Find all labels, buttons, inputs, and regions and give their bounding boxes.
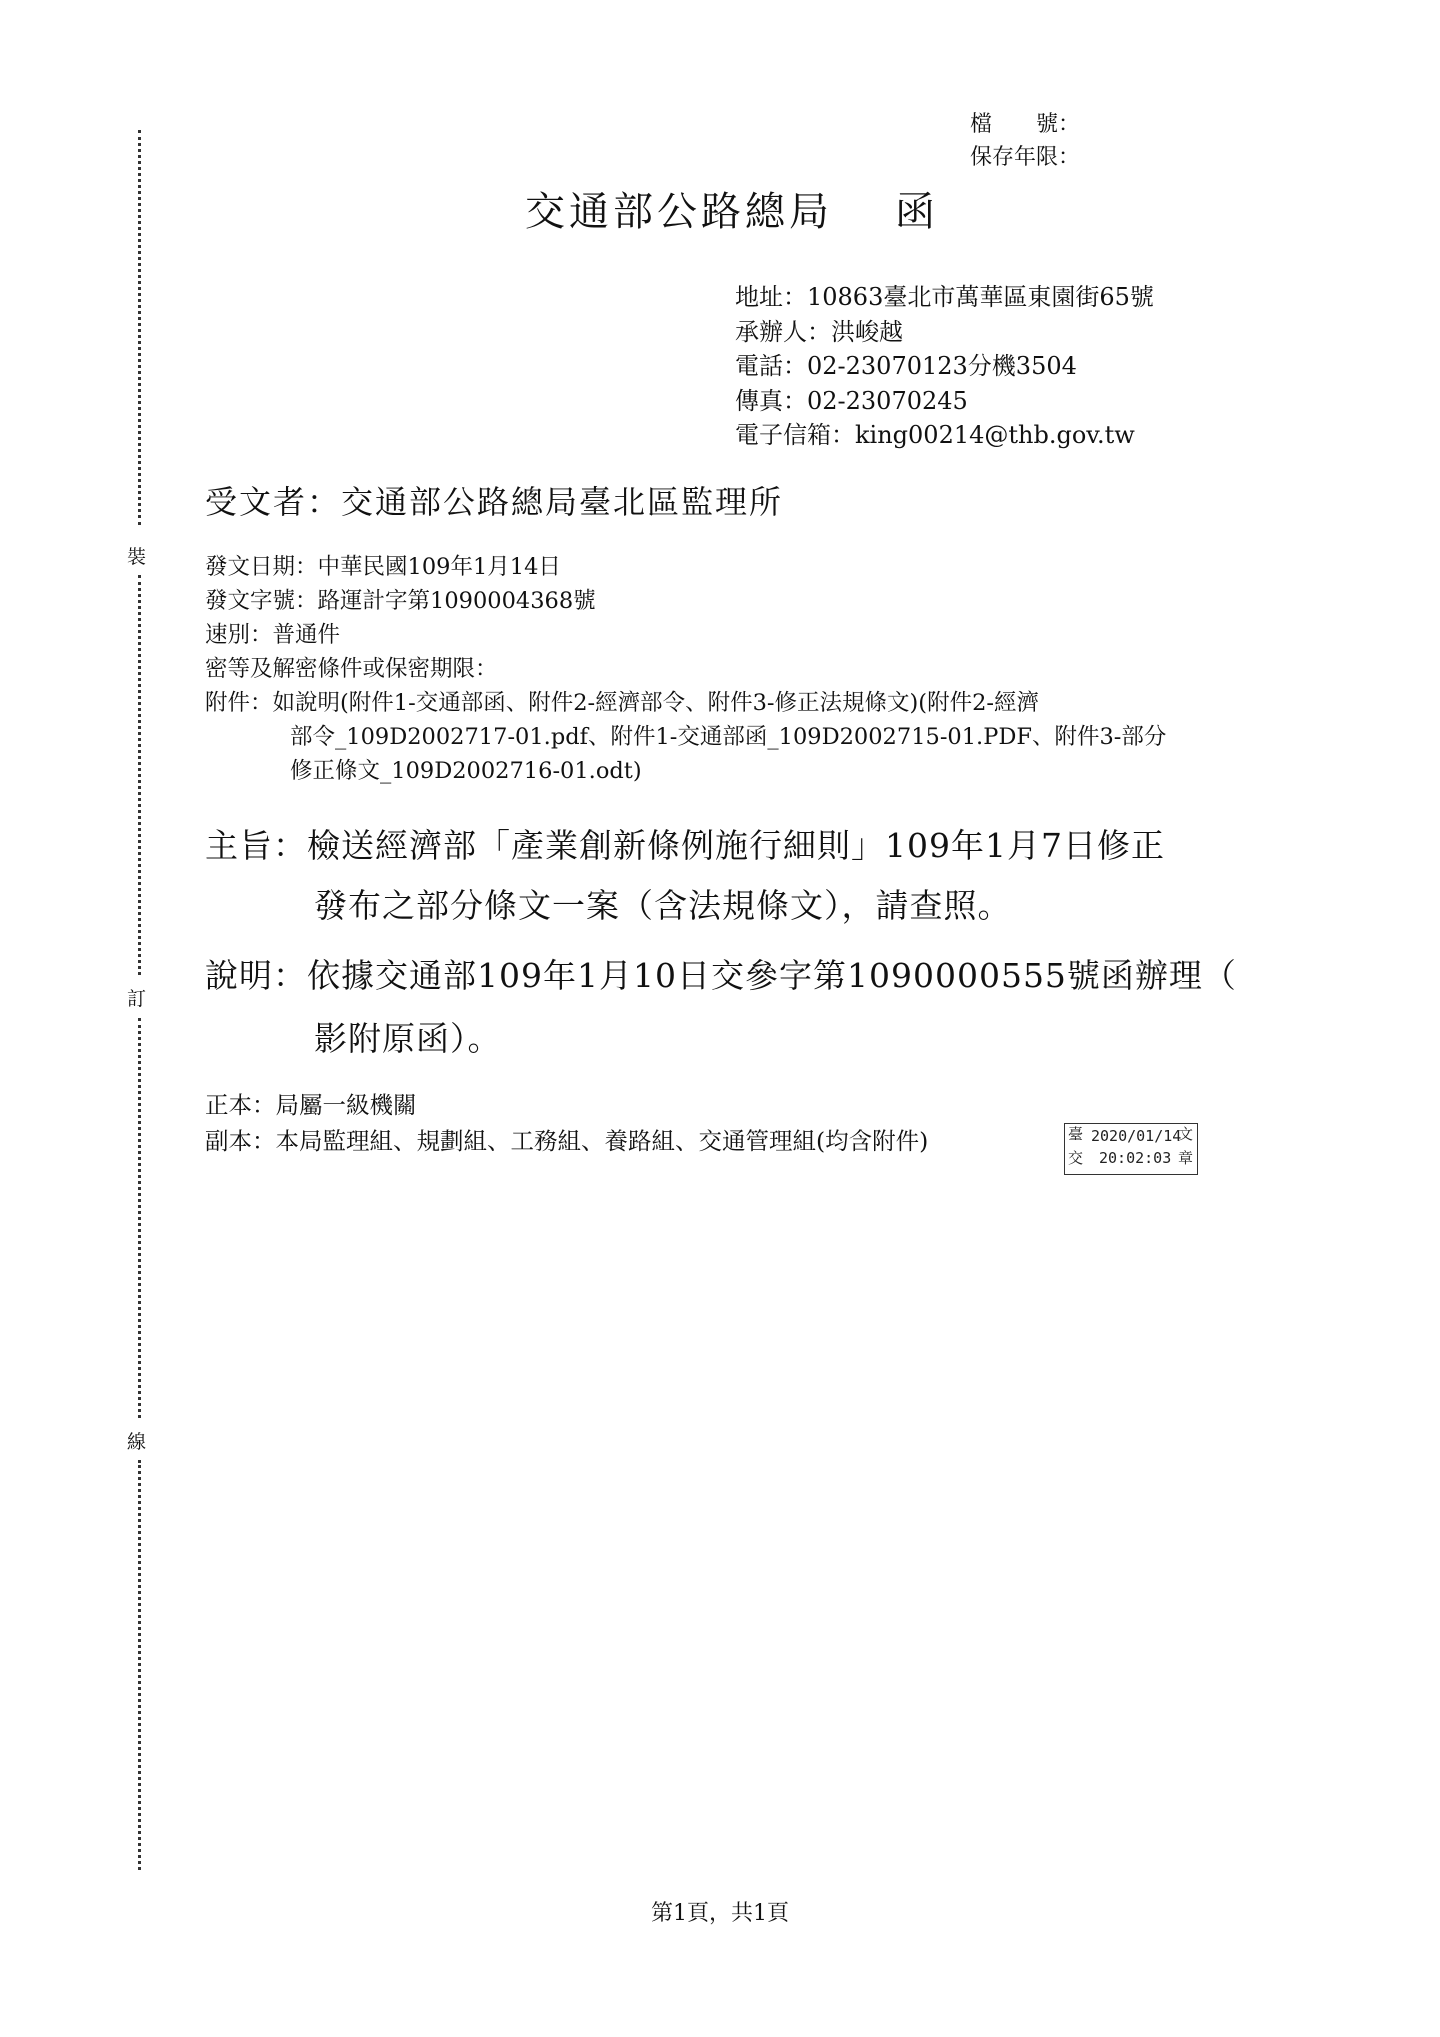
email: 電子信箱：king00214@thb.gov.tw <box>735 421 1135 449</box>
binding-char-top: 裝 <box>127 540 146 571</box>
recipient: 受文者：交通部公路總局臺北區監理所 <box>205 483 784 521</box>
binding-line-4 <box>138 1460 141 1870</box>
stamp-time: 20:02:03 <box>1099 1149 1172 1167</box>
agency-name: 交通部公路總局 <box>525 189 833 235</box>
security-level: 密等及解密條件或保密期限： <box>205 656 498 682</box>
binding-line-1 <box>138 130 141 525</box>
copies-block <box>205 1087 928 1159</box>
electronic-stamp <box>1064 1123 1198 1175</box>
binding-line-2 <box>138 575 141 975</box>
speed-class: 速別：普通件 <box>205 622 341 648</box>
subject-line-2: 發布之部分條文一案（含法規條文），請查照。 <box>314 886 1012 925</box>
binding-char-middle: 訂 <box>127 982 146 1013</box>
binding-line-3 <box>138 1018 141 1418</box>
document-title <box>525 180 939 237</box>
stamp-date: 2020/01/14 <box>1091 1127 1182 1145</box>
explanation-line-2: 影附原函）。 <box>314 1019 502 1058</box>
explanation-line-1: 說明：依據交通部109年1月10日交參字第1090000555號函辦理（ <box>205 956 1237 995</box>
meta-block <box>205 550 1166 788</box>
attachments-line-3: 修正條文_109D2002716-01.odt) <box>290 758 642 784</box>
phone: 電話：02-23070123分機3504 <box>735 352 1077 380</box>
file-info <box>970 108 1080 174</box>
file-number-label: 檔 號： <box>969 112 1080 137</box>
subject-line-1: 主旨：檢送經濟部「產業創新條例施行細則」109年1月7日修正 <box>205 826 1165 865</box>
issue-date: 發文日期：中華民國109年1月14日 <box>205 554 561 580</box>
attachments-line-2: 部令_109D2002717-01.pdf、附件1-交通部函_109D2002715-01.PDF、附件3-部分 <box>290 724 1167 750</box>
address: 地址：10863臺北市萬華區東園街65號 <box>735 283 1154 311</box>
copy-recipients: 副本：本局監理組、規劃組、工務組、養路組、交通管理組(均含附件) <box>205 1127 929 1155</box>
attachments-line-1: 附件：如說明(附件1-交通部函、附件2-經濟部令、附件3-修正法規條文)(附件2-經濟 <box>205 690 1040 716</box>
binding-char-bottom: 線 <box>127 1425 146 1456</box>
stamp-char-top-right: 文 <box>1177 1125 1193 1143</box>
page-number: 第1頁，共1頁 <box>651 1901 789 1926</box>
stamp-char-bottom-right: 章 <box>1177 1149 1193 1167</box>
retention-period-label: 保存年限： <box>969 145 1080 170</box>
document-type: 函 <box>895 189 939 235</box>
stamp-char-bottom-left: 交 <box>1068 1149 1084 1167</box>
original-recipients: 正本：局屬一級機關 <box>205 1091 417 1119</box>
document-number: 發文字號：路運計字第1090004368號 <box>205 588 596 614</box>
contact-block <box>735 280 1154 453</box>
stamp-char-top-left: 臺 <box>1068 1125 1084 1143</box>
handler: 承辦人：洪峻越 <box>735 317 903 346</box>
fax: 傳真：02-23070245 <box>735 386 968 415</box>
